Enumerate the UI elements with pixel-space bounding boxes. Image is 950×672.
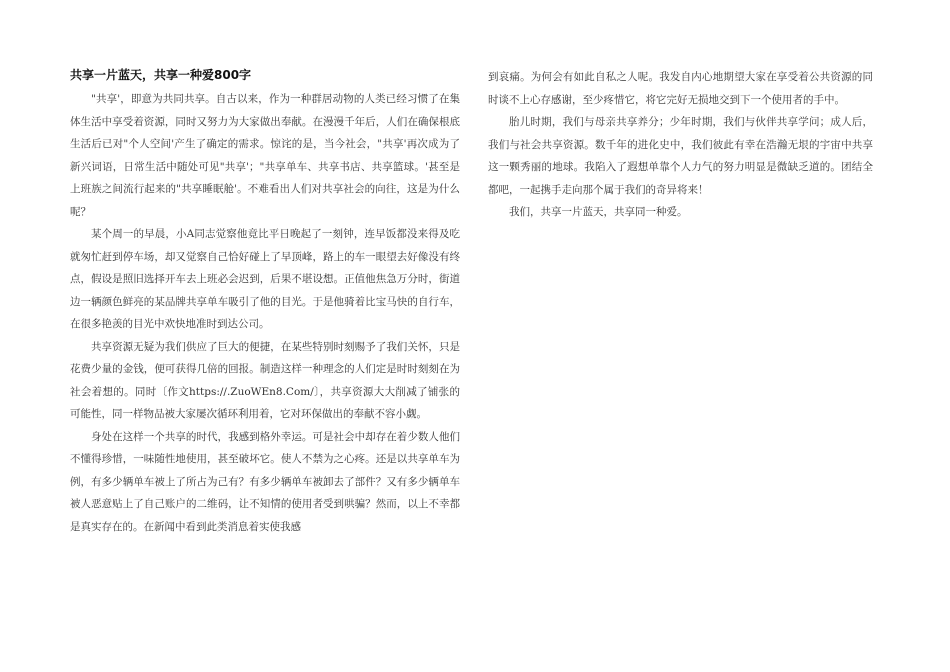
paragraph-4: 身处在这样一个共享的时代，我感到格外幸运。可是社会中却存在着少数人他们不懂得珍惜，一味随性地使用，甚至破坏它。使人不禁为之心疼。还是以共享单车为例，有多少辆单车被上了所占为己有？有多少辆单车被卸去了部件？又有多少辆单车被人恶意贴上了自己账户的二维码，让不知情的使用者受到哄骗？然而，以上不幸都是真实存在的。在新闻中看到此类消息着实使我感 [70, 430, 460, 533]
paragraph-5: 胎儿时期，我们与母亲共享养分；少年时期，我们与伙伴共享学问；成人后，我们与社会共享资源。数千年的进化史中，我们彼此有幸在浩瀚无垠的宇宙中共享这一颗秀丽的地球。我陷入了遐想单靠个人力气的努力明显是微缺乏道的。团结全都吧，一起携手走向那个属于我们的奇异将来！ [488, 116, 873, 196]
left-column [70, 64, 460, 538]
paragraph-4-continuation: 到哀痛。为何会有如此自私之人呢。我发自内心地期望大家在享受着公共资源的同时谈不上心存感谢，至少疼惜它，将它完好无损地交到下一个使用者的手中。 [488, 71, 873, 106]
paragraph-1: "共享'，即意为共同共享。自古以来，作为一种群居动物的人类已经习惯了在集体生活中享受着资源，同时又努力为大家做出奉献。在漫漫千年后，人们在确保根底生活后已对"个人空间'产生了确定的需求。惊诧的是，当今社会，"共享'再次成为了新兴词语，日常生活中随处可见"共享'；"共享单车、共享书店、共享篮球。'甚至是上班族之间流行起来的"共享睡眠舱'。不难看出人们对共享社会的向往，这是为什么呢？ [70, 93, 460, 218]
paragraph-6: 我们，共享一片蓝天，共享同一种爱。 [509, 206, 688, 218]
paragraph-2: 某个周一的早晨，小A同志觉察他竟比平日晚起了一刻钟，连早饭都没来得及吃就匆忙赶到停车场，却又觉察自己恰好碰上了早顶峰，路上的车一眼望去好像没有终点，假设是照旧选择开车去上班必会迟到，后果不堪设想。正值他焦急万分时，街道边一辆颜色鲜亮的某品牌共享单车吸引了他的目光。于是他骑着比宝马快的自行车，在很多艳羡的目光中欢快地准时到达公司。 [70, 228, 460, 330]
document-title: 共享一片蓝天，共享一种爱800字 [70, 68, 252, 82]
right-column [488, 66, 873, 224]
paragraph-3: 共享资源无疑为我们供应了巨大的便捷，在某些特别时刻赐予了我们关怀，只是花费少量的金钱，便可获得几倍的回报。制造这样一种理念的人们定是时时刻刻在为社会着想的。同时〔作文https://.ZuoWEn8.Com/〕，共享资源大大削减了铺张的可能性，同一样物品被大家屡次循环利用着，它对环保做出的奉献不容小觑。 [70, 340, 460, 420]
